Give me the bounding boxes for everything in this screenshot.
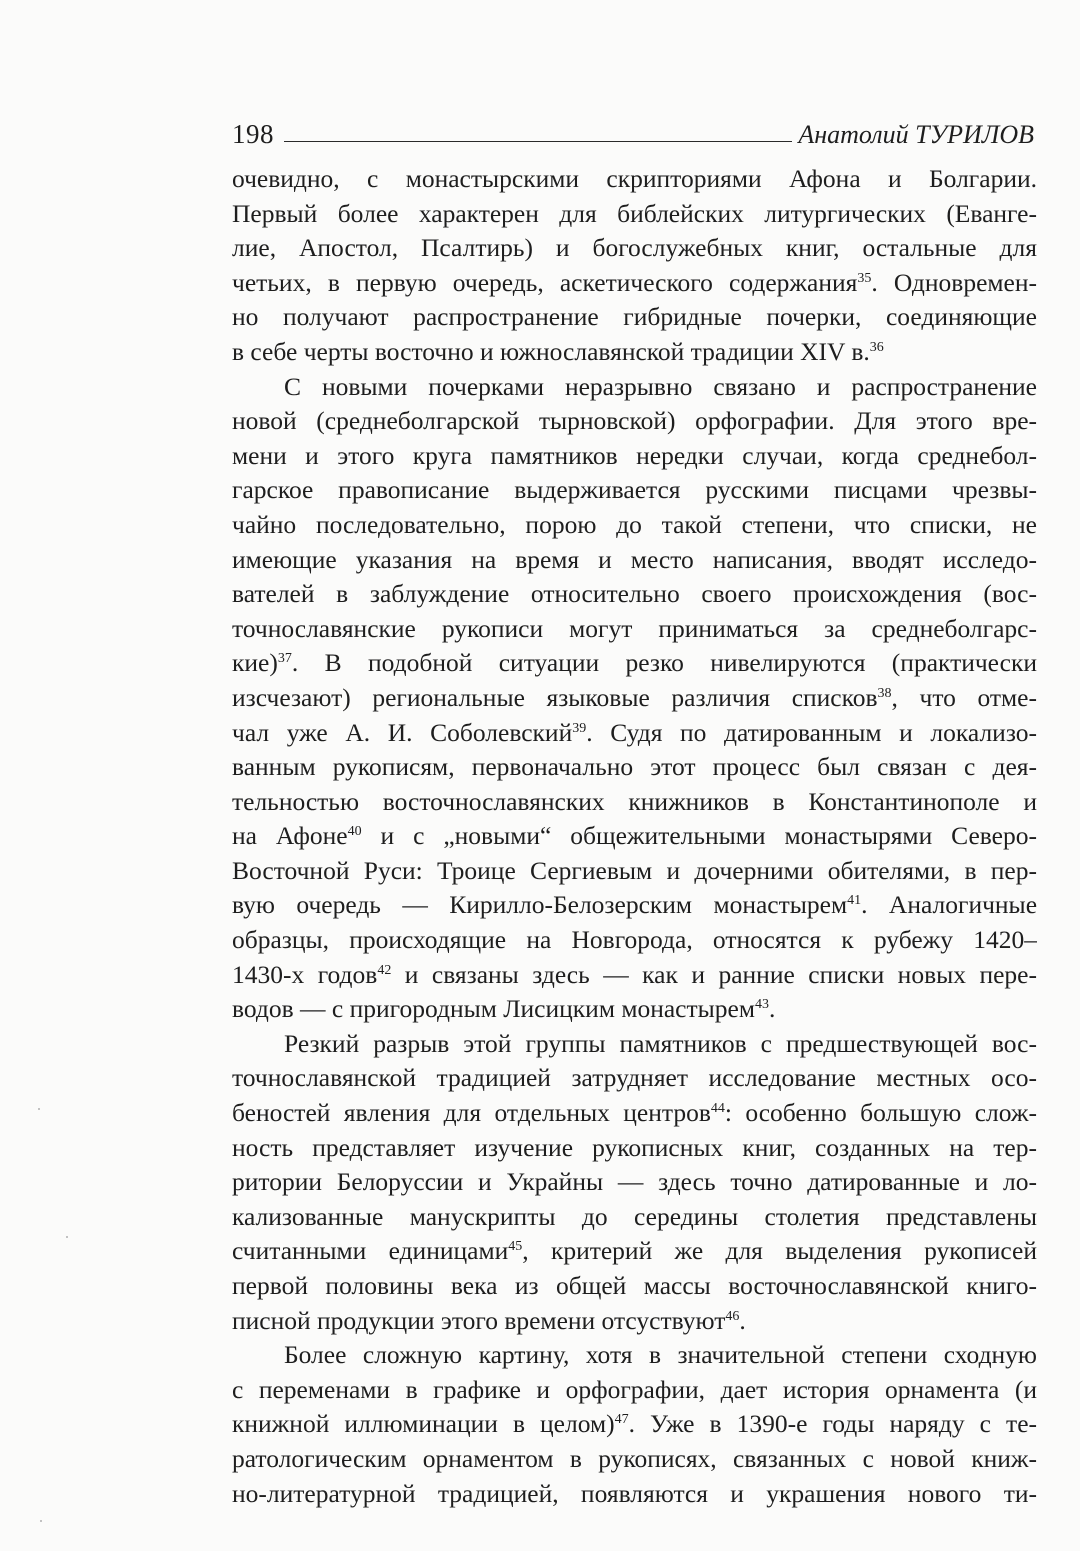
line-text: Более сложную картину, хотя в значительной степени сходную bbox=[284, 1340, 1037, 1370]
paper-speck bbox=[38, 1108, 40, 1110]
footnote-marker[interactable]: 47 bbox=[614, 1412, 629, 1428]
text-line bbox=[232, 1407, 1037, 1442]
line-text-continued: . В подобной ситуации резко нивелируются (практически bbox=[291, 648, 1037, 678]
text-line bbox=[232, 370, 1037, 405]
line-text: но-литературной традицией, появляются и украшения нового ти- bbox=[232, 1478, 1037, 1508]
text-line bbox=[232, 992, 1037, 1027]
line-text: на Афоне bbox=[232, 821, 348, 851]
line-text: тельностью восточнославянских книжников в Константинополе и bbox=[232, 786, 1037, 816]
footnote-marker[interactable]: 39 bbox=[572, 720, 587, 736]
line-text: четьих, в первую очередь, аскетического содержания bbox=[232, 267, 858, 297]
paper-speck bbox=[40, 1520, 42, 1522]
line-text-continued: и с „новыми“ общежительными монастырями Северо- bbox=[361, 821, 1037, 851]
text-line bbox=[232, 473, 1037, 508]
line-text: ратологическим орнаментом в рукописях, связанных с новой книж- bbox=[232, 1443, 1037, 1473]
text-line bbox=[232, 335, 1037, 370]
line-text: очевидно, с монастырскими скрипториями Афона и Болгарии. bbox=[232, 164, 1037, 193]
text-line bbox=[232, 543, 1037, 578]
line-text: беностей явления для отдельных центров bbox=[232, 1098, 711, 1128]
line-text: вую очередь — Кирилло-Белозерским монастырем bbox=[232, 890, 848, 920]
text-line bbox=[232, 1200, 1037, 1235]
footnote-marker[interactable]: 37 bbox=[277, 651, 292, 667]
line-text: точнославянские рукописи могут приниматься за среднеболгарс- bbox=[232, 613, 1037, 643]
text-line bbox=[232, 1234, 1037, 1269]
line-text-continued: . bbox=[769, 994, 776, 1024]
line-text: в себе черты восточно и южнославянской традиции XIV в. bbox=[232, 336, 870, 366]
line-text-continued: : особенно большую слож- bbox=[724, 1098, 1037, 1128]
line-text: мени и этого круга памятников нередки случаи, когда среднебол- bbox=[232, 440, 1037, 470]
text-line bbox=[232, 854, 1037, 889]
line-text: ритории Белоруссии и Украйны — здесь точно датированные и ло- bbox=[232, 1167, 1037, 1197]
header-rule bbox=[284, 141, 792, 142]
text-line bbox=[232, 1096, 1037, 1131]
line-text: точнославянской традицией затрудняет исследование местных осо- bbox=[232, 1063, 1037, 1093]
text-line bbox=[232, 1269, 1037, 1304]
footnote-marker[interactable]: 42 bbox=[377, 962, 392, 978]
footnote-marker[interactable]: 38 bbox=[877, 685, 892, 701]
line-text: 1430-х годов bbox=[232, 959, 378, 989]
text-line bbox=[232, 1165, 1037, 1200]
line-text-continued: , критерий же для выделения рукописей bbox=[522, 1236, 1037, 1266]
line-text: лие, Апостол, Псалтирь) и богослужебных книг, остальные для bbox=[232, 233, 1037, 263]
text-line bbox=[232, 508, 1037, 543]
line-text: С новыми почерками неразрывно связано и распространение bbox=[284, 371, 1037, 401]
line-text: с переменами в графике и орфографии, дает история орнамента (и bbox=[232, 1374, 1037, 1404]
running-head: Анатолий ТУРИЛОВ bbox=[798, 120, 1034, 149]
line-text: но получают распространение гибридные почерки, соединяющие bbox=[232, 302, 1037, 332]
text-line bbox=[232, 888, 1037, 923]
text-line bbox=[232, 681, 1037, 716]
line-text: изсчезают) региональные языковые различия списков bbox=[232, 682, 878, 712]
text-line bbox=[232, 197, 1037, 232]
text-line bbox=[232, 958, 1037, 993]
line-text: чайно последовательно, порою до такой степени, что списки, не bbox=[232, 509, 1037, 539]
text-line bbox=[232, 404, 1037, 439]
footnote-marker[interactable]: 40 bbox=[347, 824, 362, 840]
line-text: первой половины века из общей массы восточнославянской книго- bbox=[232, 1271, 1037, 1300]
text-line bbox=[232, 1027, 1037, 1062]
footnote-marker[interactable]: 44 bbox=[710, 1101, 725, 1117]
paper-speck bbox=[66, 1236, 68, 1238]
text-line bbox=[232, 1442, 1037, 1477]
footnote-marker[interactable]: 35 bbox=[857, 270, 872, 286]
body-text bbox=[232, 162, 1037, 1511]
line-text: кие) bbox=[232, 648, 278, 678]
line-text-continued: . Уже в 1390-е годы наряду с те- bbox=[628, 1409, 1037, 1439]
line-text-continued: . Одновремен- bbox=[871, 267, 1037, 297]
line-text: имеющие указания на время и место написания, вводят исследо- bbox=[232, 544, 1037, 574]
line-text: чал уже А. И. Соболевский bbox=[232, 717, 573, 747]
line-text: книжной иллюминации в целом) bbox=[232, 1409, 615, 1439]
text-line bbox=[232, 1131, 1037, 1166]
line-text-continued: . bbox=[739, 1305, 746, 1335]
text-line bbox=[232, 819, 1037, 854]
line-text: считанными единицами bbox=[232, 1236, 509, 1266]
text-line bbox=[232, 162, 1037, 197]
footnote-marker[interactable]: 36 bbox=[869, 339, 884, 355]
line-text: Восточной Руси: Троице Сергиевым и дочерними обителями, в пер- bbox=[232, 855, 1037, 885]
text-line bbox=[232, 300, 1037, 335]
line-text-continued: . Аналогичные bbox=[861, 890, 1037, 920]
text-line bbox=[232, 923, 1037, 958]
line-text: гарское правописание выдерживается русскими писцами чрезвы- bbox=[232, 475, 1037, 505]
line-text: образцы, происходящие на Новгорода, относятся к рубежу 1420– bbox=[232, 925, 1037, 955]
text-line bbox=[232, 266, 1037, 301]
page-number: 198 bbox=[232, 119, 274, 149]
line-text: писной продукции этого времени отсуствуют bbox=[232, 1305, 726, 1335]
text-line bbox=[232, 785, 1037, 820]
text-line bbox=[232, 1061, 1037, 1096]
line-text: кализованные манускрипты до середины столетия представлены bbox=[232, 1201, 1037, 1231]
text-line bbox=[232, 612, 1037, 647]
page-header bbox=[232, 108, 1034, 148]
text-line bbox=[232, 646, 1037, 681]
text-line bbox=[232, 1338, 1037, 1373]
line-text: новой (среднеболгарской тырновской) орфографии. Для этого вре- bbox=[232, 406, 1037, 436]
footnote-marker[interactable]: 46 bbox=[725, 1308, 740, 1324]
line-text: ванным рукописям, первоначально этот процесс был связан с дея- bbox=[232, 752, 1037, 782]
text-line bbox=[232, 231, 1037, 266]
line-text-continued: , что отме- bbox=[891, 682, 1037, 712]
line-text-continued: и связаны здесь — как и ранние списки новых пере- bbox=[391, 959, 1037, 989]
line-text: Первый более характерен для библейских литургических (Еванге- bbox=[232, 198, 1037, 228]
line-text: ность представляет изучение рукописных книг, созданных на тер- bbox=[232, 1132, 1037, 1162]
text-line bbox=[232, 750, 1037, 785]
line-text: Резкий разрыв этой группы памятников с предшествующей вос- bbox=[284, 1028, 1037, 1058]
text-line bbox=[232, 1373, 1037, 1408]
text-line bbox=[232, 1477, 1037, 1512]
footnote-marker[interactable]: 45 bbox=[508, 1239, 523, 1255]
text-line bbox=[232, 716, 1037, 751]
line-text: вателей в заблуждение относительно своего происхождения (вос- bbox=[232, 579, 1037, 609]
line-text-continued: . Судя по датированным и локализо- bbox=[586, 717, 1037, 747]
text-line bbox=[232, 1304, 1037, 1339]
line-text: водов — с пригородным Лисицким монастырем bbox=[232, 994, 755, 1024]
footnote-marker[interactable]: 41 bbox=[847, 893, 862, 909]
text-line bbox=[232, 577, 1037, 612]
text-line bbox=[232, 439, 1037, 474]
footnote-marker[interactable]: 43 bbox=[755, 997, 769, 1013]
